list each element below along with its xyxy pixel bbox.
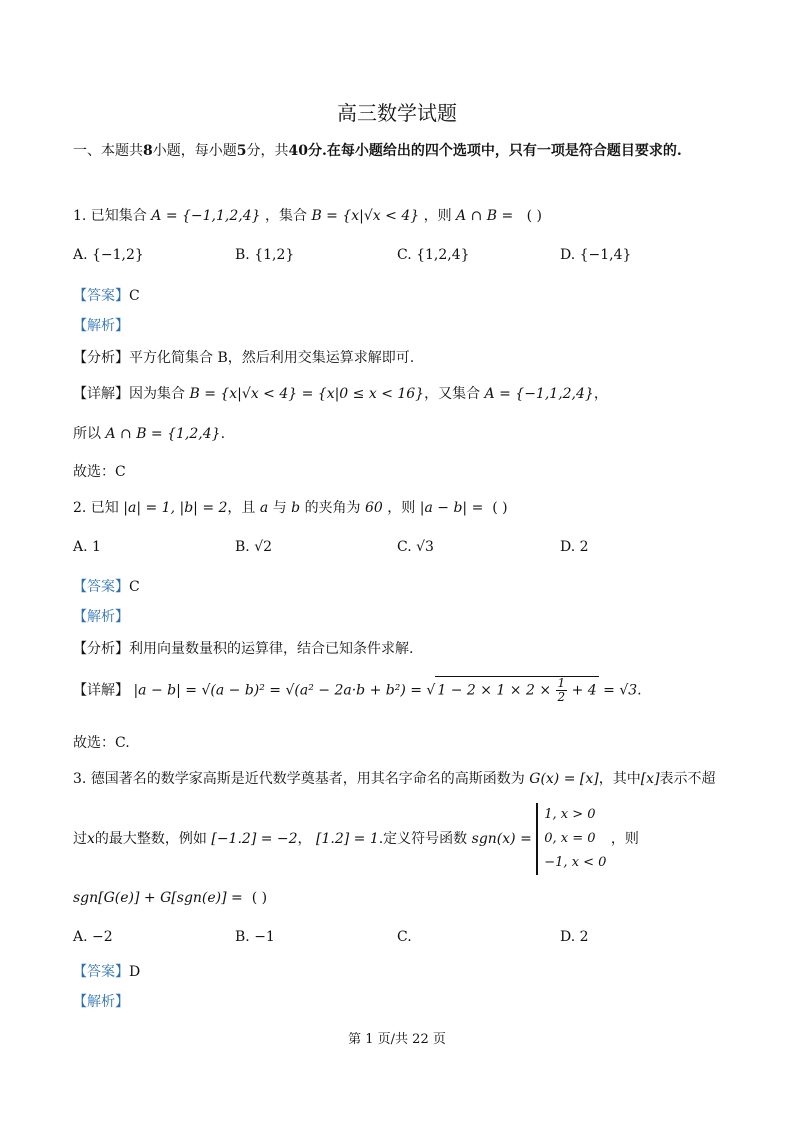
analysis-tag: 【解析】 bbox=[73, 318, 129, 334]
q3-option-d: D. 2 bbox=[560, 929, 589, 945]
q3-stem-text: ，则 bbox=[610, 831, 639, 847]
answer-tag: 【答案】 bbox=[73, 964, 129, 980]
intro-count: 8 bbox=[143, 143, 153, 159]
detail-text: ，又集合 bbox=[424, 386, 481, 402]
answer-value: D bbox=[129, 964, 141, 980]
conclusion-math: A ∩ B = {1,2,4} bbox=[105, 426, 221, 442]
q3-stem-text: 的最大整数，例如 bbox=[94, 831, 207, 847]
q2-stem-text: ，且 bbox=[227, 500, 256, 516]
intro-text: 分，共 bbox=[246, 143, 289, 159]
q3-stem-text: ， bbox=[297, 831, 312, 847]
q2-option-c: C. √3 bbox=[397, 539, 434, 555]
detail-tag: 【详解】 bbox=[73, 682, 129, 699]
q1-set-b: B = {x|√x < 4} bbox=[311, 208, 420, 224]
q1-stem-text: 1. 已知集合 bbox=[73, 208, 147, 224]
q1-set-a: A = {−1,1,2,4} bbox=[151, 208, 261, 224]
detail-root bbox=[435, 676, 598, 704]
root-text: + 4 bbox=[571, 682, 597, 699]
q2-option-d: D. 2 bbox=[560, 539, 589, 555]
q2-vector-a: a bbox=[259, 500, 269, 516]
q1-option-c: C. {1,2,4} bbox=[397, 247, 470, 263]
q2-fenxi bbox=[73, 638, 413, 658]
q3-variable: x bbox=[87, 831, 95, 847]
q1-answer bbox=[73, 285, 140, 305]
answer-value: C bbox=[129, 579, 140, 595]
q2-expression: |a − b| = bbox=[419, 500, 484, 516]
answer-tag: 【答案】 bbox=[73, 579, 129, 595]
q1-option-a: A. {−1,2} bbox=[73, 247, 144, 263]
q3-option-c: C. bbox=[397, 929, 412, 945]
q3-option-a: A. −2 bbox=[73, 929, 113, 945]
fenxi-tag: 【分析】 bbox=[73, 641, 129, 657]
intro-text: 分.在每小题给出的四个选项中，只有一项是符合题目要求的. bbox=[307, 143, 682, 159]
detail-math: A = {−1,1,2,4} bbox=[484, 386, 594, 402]
q3-piecewise bbox=[536, 803, 606, 875]
conclusion-text: . bbox=[220, 426, 226, 442]
q3-stem bbox=[73, 768, 716, 788]
analysis-tag: 【解析】 bbox=[73, 994, 129, 1010]
intro-total: 40 bbox=[288, 143, 308, 159]
q2-angle: 60 bbox=[365, 500, 383, 516]
q3-sign-function: sgn(x) = bbox=[471, 831, 532, 847]
q3-example: [−1.2] = −2 bbox=[211, 831, 298, 847]
q3-answer bbox=[73, 961, 140, 981]
q1-stem-text: ，集合 bbox=[264, 208, 307, 224]
q1-option-b: B. {1,2} bbox=[235, 247, 295, 263]
q1-choose: 故选：C bbox=[73, 464, 126, 480]
section-intro bbox=[73, 137, 723, 166]
piecewise-case: 0, x = 0 bbox=[544, 831, 596, 846]
detail-tag: 【详解】 bbox=[73, 386, 129, 402]
q3-stem-text: 3. 德国著名的数学家高斯是近代数学奠基者，用其名字命名的高斯函数为 bbox=[73, 771, 525, 787]
q2-stem-text: 的夹角为 bbox=[304, 500, 361, 516]
page-title: 高三数学试题 bbox=[337, 101, 457, 125]
q3-stem-text: 表示不超 bbox=[659, 771, 716, 787]
answer-value: C bbox=[129, 288, 140, 304]
q3-stem-text: .定义符号函数 bbox=[378, 831, 468, 847]
fenxi-text: 平方化简集合 B，然后利用交集运算求解即可. bbox=[129, 350, 415, 366]
piecewise-case: 1, x > 0 bbox=[544, 807, 596, 822]
q3-stem-text: ，其中 bbox=[598, 771, 641, 787]
q1-option-d: D. {−1,4} bbox=[560, 247, 632, 263]
q3-example: [1.2] = 1 bbox=[316, 831, 379, 847]
detail-math: = √3 bbox=[603, 682, 638, 699]
detail-text: 因为集合 bbox=[129, 386, 185, 402]
q2-condition: |a| = 1, |b| = 2 bbox=[123, 500, 228, 516]
fenxi-tag: 【分析】 bbox=[73, 350, 129, 366]
fraction bbox=[556, 677, 568, 704]
analysis-tag: 【解析】 bbox=[73, 609, 129, 625]
q1-analysis-heading bbox=[73, 315, 129, 335]
q3-stem-text: 过 bbox=[73, 831, 87, 847]
intro-text: 一、本题共 bbox=[73, 143, 143, 159]
q2-stem-text: 2. 已知 bbox=[73, 500, 119, 516]
conclusion-text: 所以 bbox=[73, 426, 101, 442]
detail-text: . bbox=[637, 682, 642, 699]
answer-tag: 【答案】 bbox=[73, 288, 129, 304]
q2-answer bbox=[73, 576, 140, 596]
intro-text: 小题，每小题 bbox=[152, 143, 237, 159]
q3-analysis-heading bbox=[73, 991, 129, 1011]
q1-conclusion bbox=[73, 423, 225, 443]
q3-floor: [x] bbox=[640, 771, 660, 787]
q3-gauss-function: G(x) = [x] bbox=[529, 771, 599, 787]
q3-option-b: B. −1 bbox=[235, 929, 275, 945]
root-text: 1 − 2 × 1 × 2 × bbox=[437, 682, 552, 699]
q1-fenxi bbox=[73, 347, 414, 367]
q3-expression-line bbox=[73, 890, 267, 906]
detail-text: ， bbox=[593, 386, 608, 402]
q2-analysis-heading bbox=[73, 606, 129, 626]
intro-points: 5 bbox=[236, 143, 247, 159]
q1-answer-blank: ( ) bbox=[526, 208, 542, 224]
q2-stem-text: ，则 bbox=[387, 500, 416, 516]
detail-math: B = {x|√x < 4} = {x|0 ≤ x < 16} bbox=[189, 386, 425, 402]
piecewise-case: −1, x < 0 bbox=[544, 855, 607, 870]
q2-stem bbox=[73, 497, 508, 517]
fraction-numerator: 1 bbox=[557, 676, 566, 690]
q1-stem bbox=[73, 205, 542, 225]
detail-math: |a − b| = √(a − b)² = √(a² − 2a·b + b²) = bbox=[133, 682, 422, 699]
q3-expression: sgn[G(e)] + G[sgn(e)] = bbox=[73, 890, 243, 906]
fenxi-text: 利用向量数量积的运算律，结合已知条件求解. bbox=[129, 641, 414, 657]
q2-detail: 【详解】 |a − b| = √(a − b)² = √(a² − 2a·b + b²) = √ 1 − 2 × 1 × 2 × $\frac{1}{2}$ + 4 = √3. bbox=[73, 676, 642, 704]
fraction-denominator: 2 bbox=[557, 690, 566, 704]
q2-option-a: A. 1 bbox=[73, 539, 101, 555]
q2-vector-b: b bbox=[291, 500, 301, 516]
q1-expression: A ∩ B = bbox=[456, 208, 514, 224]
q3-answer-blank: ( ) bbox=[251, 890, 268, 906]
q1-detail bbox=[73, 383, 608, 403]
page-footer: 第 1 页/共 22 页 bbox=[348, 1032, 446, 1047]
q3-stem-line2 bbox=[73, 803, 639, 875]
q1-stem-text: ，则 bbox=[423, 208, 452, 224]
q2-stem-text: 与 bbox=[272, 500, 287, 516]
q2-option-b: B. √2 bbox=[235, 539, 273, 555]
q2-choose: 故选：C. bbox=[73, 735, 130, 751]
q2-answer-blank: ( ) bbox=[492, 500, 508, 516]
